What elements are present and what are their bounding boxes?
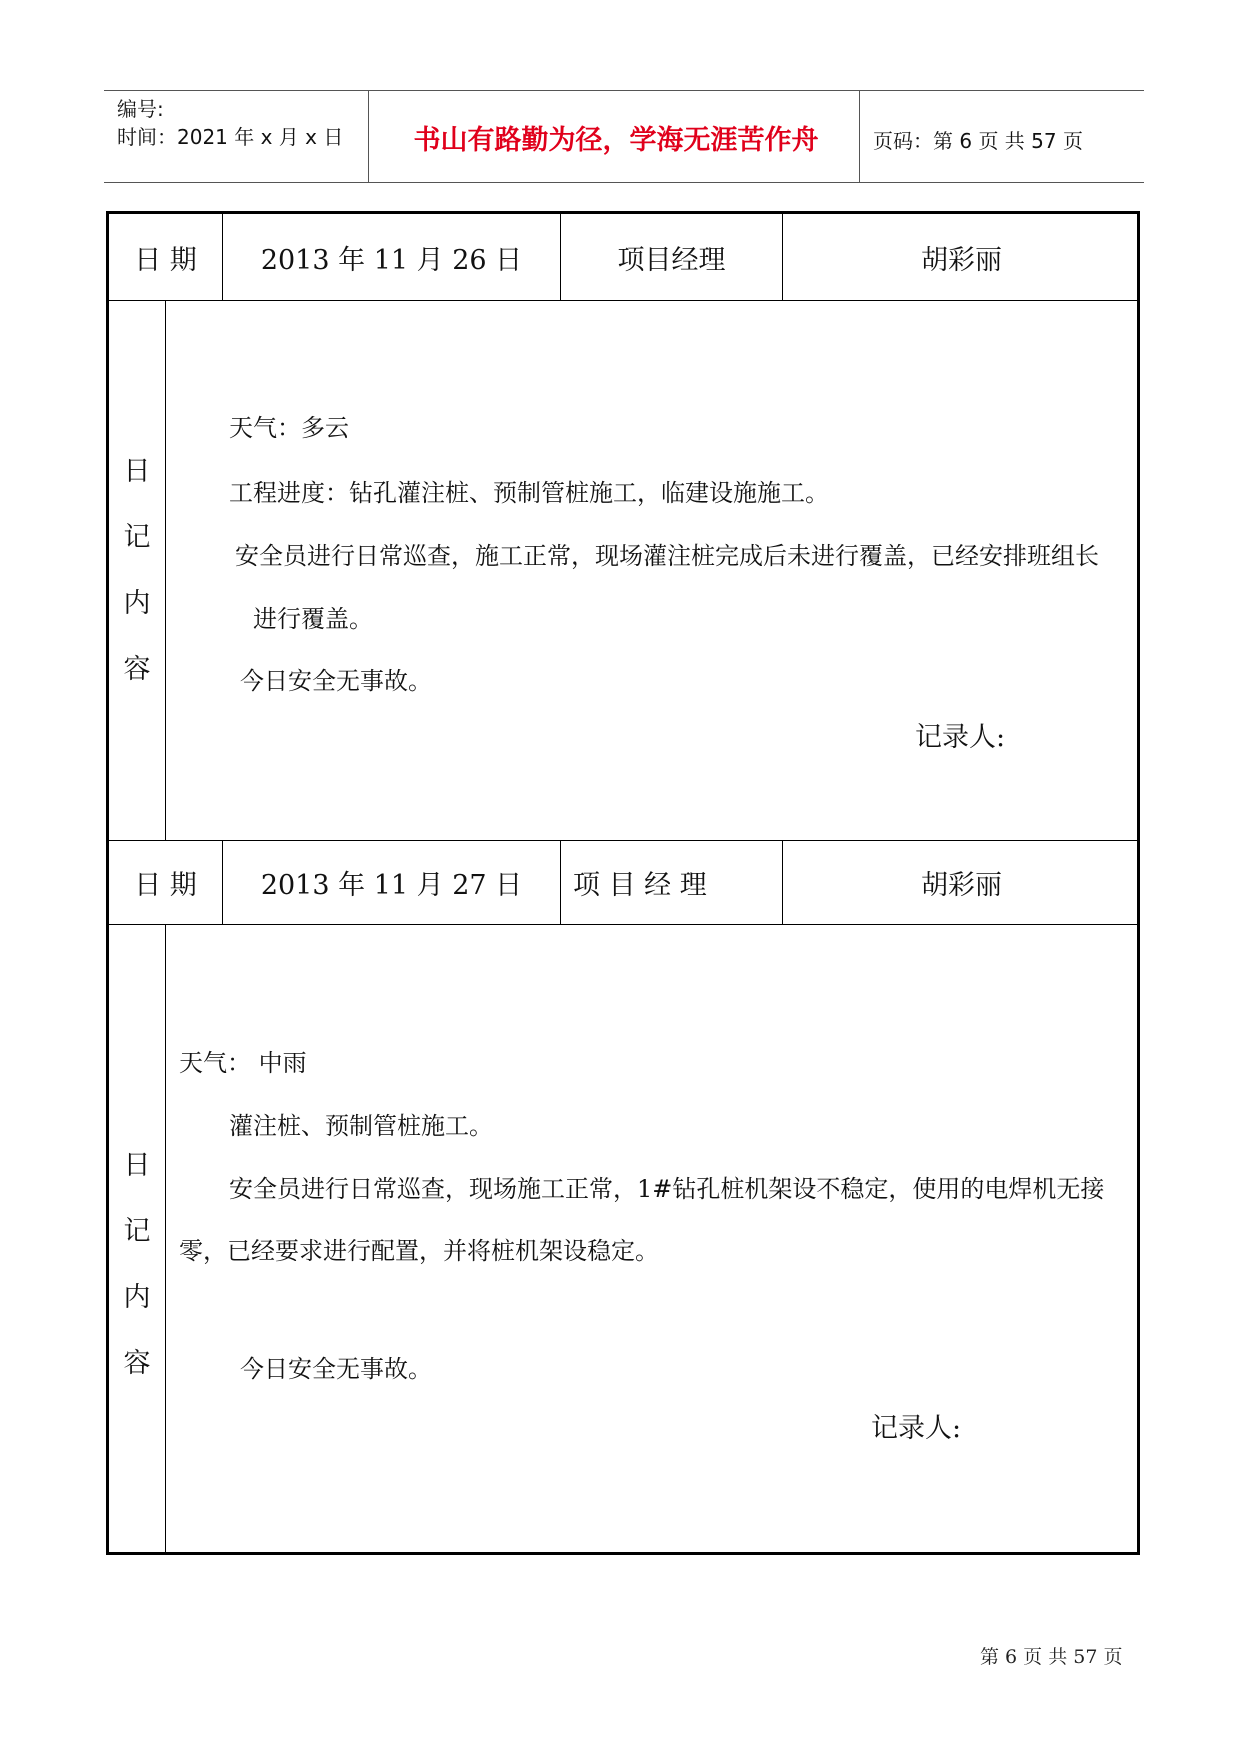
side-label-char: 记: [123, 1216, 151, 1247]
side-label-char: 内: [123, 588, 151, 619]
time-label: 时间：2021 年 x 月 x 日: [117, 125, 344, 149]
recorder-label: 记录人:: [915, 722, 1006, 753]
weather-text: 天气： 中雨: [179, 1049, 307, 1077]
progress-text: 工程进度：钻孔灌注桩、预制管桩施工，临建设施施工。: [229, 479, 829, 507]
progress-text: 灌注桩、预制管桩施工。: [229, 1112, 493, 1140]
side-label-char: 容: [123, 654, 151, 685]
header-bottom-rule: [104, 182, 1144, 183]
recorder-label: 记录人:: [871, 1413, 962, 1444]
side-label-char: 内: [123, 1282, 151, 1313]
inspection-text-line2: 进行覆盖。: [253, 605, 373, 633]
page-footer: 第 6 页 共 57 页: [980, 1646, 1123, 1668]
row-divider: [109, 300, 1137, 301]
date-value: 2013 年 11 月 27 日: [260, 870, 523, 901]
inspection-text-line2: 零，已经要求进行配置，并将桩机架设稳定。: [179, 1237, 659, 1265]
serial-number-label: 编号:: [117, 97, 164, 121]
column-divider: [165, 924, 166, 1555]
inspection-text-line1: 安全员进行日常巡查，施工正常，现场灌注桩完成后未进行覆盖，已经安排班组长: [235, 542, 1099, 570]
side-label-char: 日: [123, 1150, 151, 1181]
page-number-label: 页码：第 6 页 共 57 页: [873, 129, 1083, 153]
side-label-char: 容: [123, 1348, 151, 1379]
column-divider: [165, 300, 166, 841]
safety-text: 今日安全无事故。: [240, 1355, 432, 1383]
date-label: 日 期: [134, 244, 197, 276]
weather-text: 天气：多云: [229, 414, 349, 442]
header-divider: [368, 90, 369, 183]
inspection-text-line1: 安全员进行日常巡查，现场施工正常，1#钻孔桩机架设不稳定，使用的电焊机无接: [229, 1175, 1105, 1203]
row-divider: [109, 924, 1137, 925]
diary-table: [106, 211, 1140, 1555]
motto: 书山有路勤为径，学海无涯苦作舟: [413, 125, 819, 156]
diary-content-label: [112, 1133, 162, 1397]
manager-name: 胡彩丽: [921, 244, 1002, 276]
header-top-rule: [104, 90, 1144, 91]
date-label: 日 期: [134, 870, 197, 901]
diary-content-label: [112, 439, 162, 703]
manager-name: 胡彩丽: [921, 870, 1002, 901]
side-label-char: 日: [123, 456, 151, 487]
manager-label: 项目经理: [617, 244, 726, 276]
side-label-char: 记: [123, 522, 151, 553]
date-value: 2013 年 11 月 26 日: [260, 244, 523, 276]
safety-text: 今日安全无事故。: [240, 667, 432, 695]
manager-label: 项 目 经 理: [573, 870, 707, 901]
